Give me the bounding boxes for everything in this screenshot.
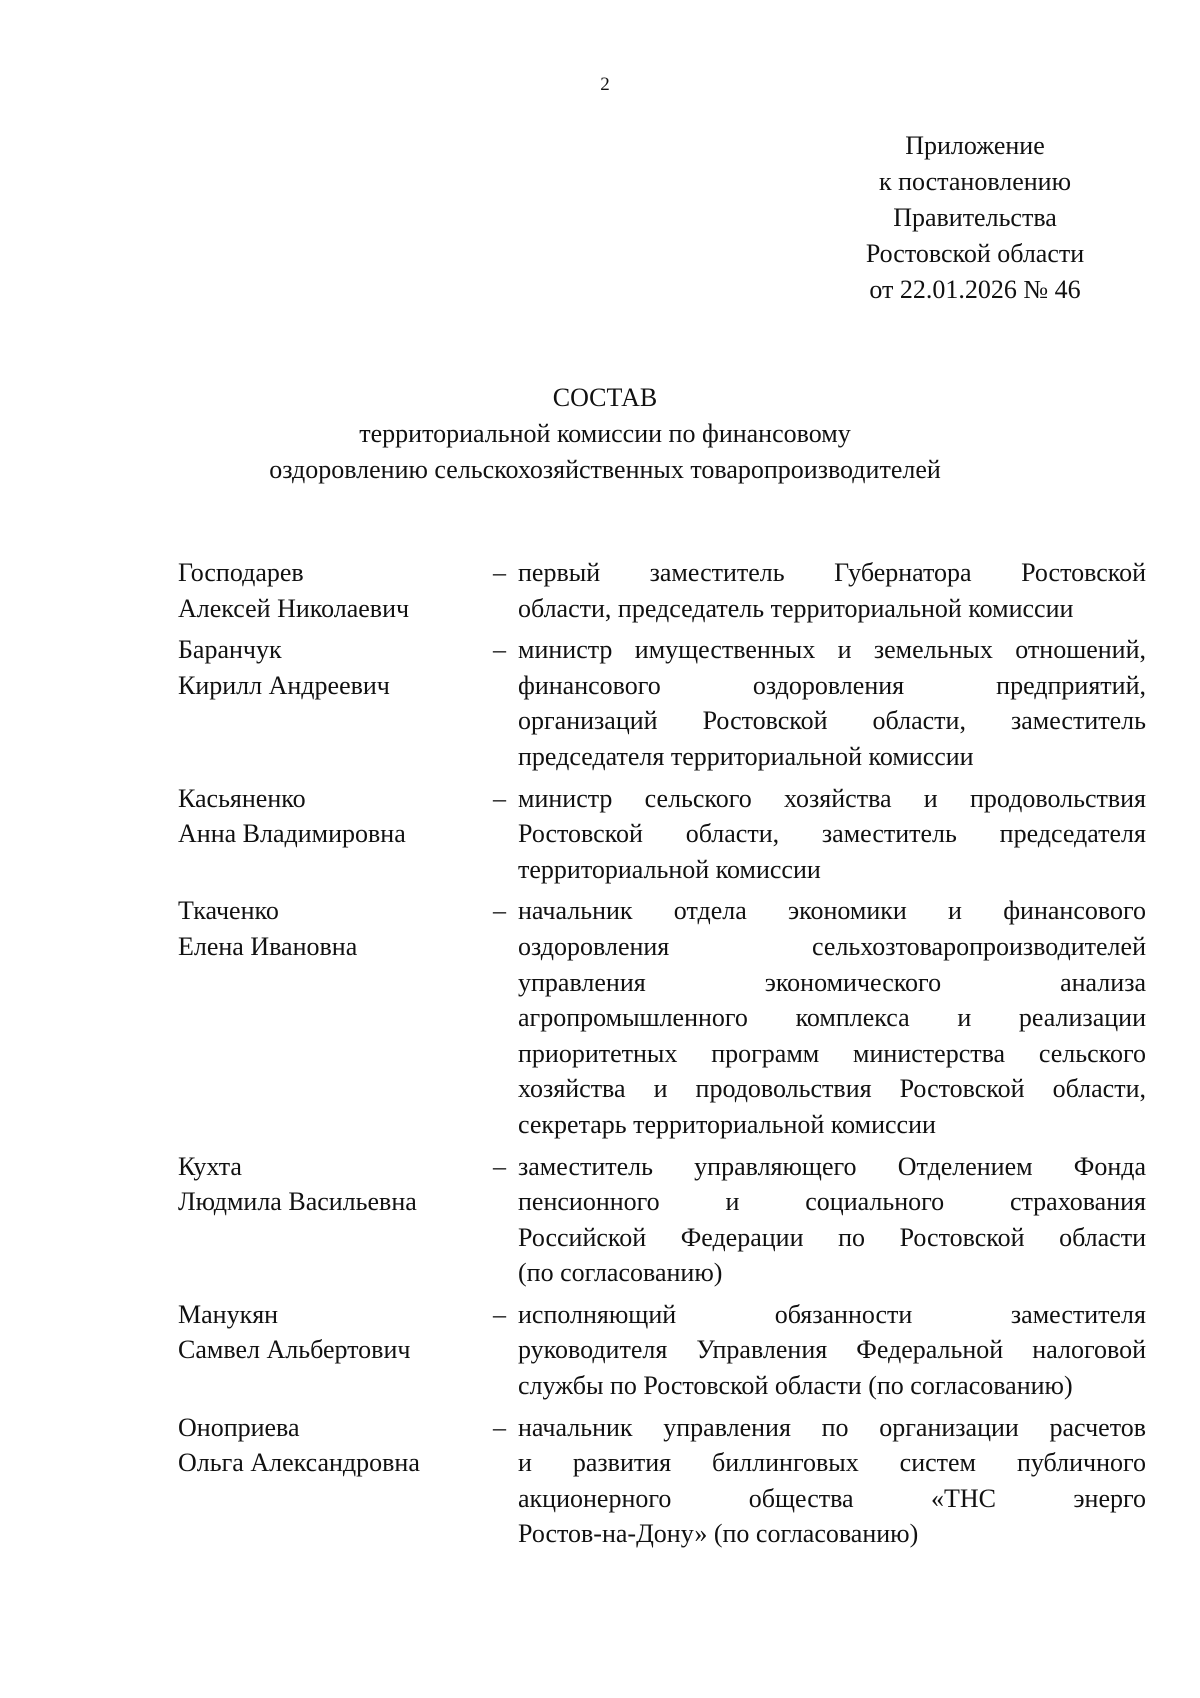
role-line: территориальной комиссии — [518, 854, 821, 884]
role-line: министр сельского хозяйства и продовольствия — [518, 783, 1146, 813]
role-line: службы по Ростовской области (по согласованию) — [518, 1371, 1073, 1401]
role-line: области, председатель территориальной комиссии — [518, 593, 1074, 623]
dash-separator: – — [493, 635, 506, 665]
appendix-line: Правительства — [893, 203, 1057, 232]
member-role — [518, 1149, 1146, 1291]
dash-separator: – — [493, 1151, 506, 1181]
role-line: Ростов-на-Дону» (по согласованию) — [518, 1519, 919, 1549]
document-heading — [0, 380, 1200, 488]
role-line: приоритетных программ министерства сельского — [518, 1038, 1146, 1068]
member-row — [178, 632, 1146, 774]
role-line: финансового оздоровления предприятий, — [518, 670, 1146, 700]
appendix-line: Приложение — [905, 131, 1045, 160]
member-surname: Кухта — [178, 1151, 242, 1181]
member-role — [518, 1297, 1146, 1404]
role-line: акционерного общества «ТНС энерго — [518, 1483, 1146, 1513]
role-line: исполняющий обязанности заместителя — [518, 1299, 1146, 1329]
role-line: хозяйства и продовольствия Ростовской области, — [518, 1074, 1146, 1104]
member-row — [178, 1410, 1146, 1552]
role-line: и развития биллинговых систем публичного — [518, 1448, 1146, 1478]
member-row — [178, 781, 1146, 888]
role-line: начальник отдела экономики и финансового — [518, 896, 1146, 926]
member-row — [178, 1297, 1146, 1404]
member-given-names: Самвел Альбертович — [178, 1335, 411, 1365]
member-role — [518, 893, 1146, 1142]
member-name — [178, 632, 493, 774]
role-line: министр имущественных и земельных отношений, — [518, 635, 1146, 665]
role-line: агропромышленного комплекса и реализации — [518, 1003, 1146, 1033]
member-surname: Ткаченко — [178, 896, 279, 926]
member-surname: Господарев — [178, 558, 304, 587]
members-list — [178, 555, 1146, 1558]
member-role — [518, 781, 1146, 888]
role-line: Ростовской области, заместитель председателя — [518, 819, 1146, 849]
role-line: управления экономического анализа — [518, 967, 1146, 997]
member-name — [178, 1297, 493, 1404]
member-row — [178, 555, 1146, 626]
member-given-names: Ольга Александровна — [178, 1448, 420, 1478]
member-surname: Баранчук — [178, 635, 282, 665]
member-row — [178, 1149, 1146, 1291]
member-surname: Манукян — [178, 1299, 279, 1329]
member-role — [518, 1410, 1146, 1552]
member-surname: Оноприева — [178, 1412, 300, 1442]
role-line: организаций Ростовской области, заместитель — [518, 706, 1146, 736]
appendix-line: от 22.01.2026 № 46 — [869, 275, 1081, 304]
role-line: заместитель управляющего Отделением Фонда — [518, 1151, 1146, 1181]
role-line: пенсионного и социального страхования — [518, 1187, 1146, 1217]
member-name — [178, 781, 493, 888]
role-line: Российской Федерации по Ростовской области — [518, 1222, 1146, 1252]
role-line: первый заместитель Губернатора Ростовской — [518, 558, 1146, 587]
role-line: оздоровления сельхозтоваропроизводителей — [518, 931, 1146, 961]
member-role — [518, 632, 1146, 774]
dash-separator: – — [493, 1412, 506, 1442]
member-role — [518, 555, 1146, 626]
member-given-names: Анна Владимировна — [178, 819, 406, 849]
role-line: начальник управления по организации расчетов — [518, 1412, 1146, 1442]
page-number: 2 — [600, 74, 610, 95]
heading-title: СОСТАВ — [552, 383, 658, 412]
member-given-names: Кирилл Андреевич — [178, 670, 390, 700]
member-name — [178, 555, 493, 626]
member-name — [178, 1410, 493, 1552]
member-given-names: Алексей Николаевич — [178, 593, 410, 623]
role-line: (по согласованию) — [518, 1258, 723, 1288]
role-line: секретарь территориальной комиссии — [518, 1109, 936, 1139]
heading-subtitle: территориальной комиссии по финансовому — [359, 419, 851, 448]
member-given-names: Людмила Васильевна — [178, 1187, 417, 1217]
role-line: руководителя Управления Федеральной налоговой — [518, 1335, 1146, 1365]
heading-subtitle: оздоровлению сельскохозяйственных товаропроизводителей — [269, 455, 941, 484]
dash-separator: – — [493, 1299, 506, 1329]
appendix-block — [840, 128, 1110, 308]
member-given-names: Елена Ивановна — [178, 931, 358, 961]
dash-separator: – — [493, 558, 506, 587]
appendix-line: к постановлению — [878, 167, 1072, 196]
appendix-line: Ростовской области — [865, 239, 1085, 268]
role-line: председателя территориальной комиссии — [518, 741, 974, 771]
dash-separator: – — [493, 783, 506, 813]
dash-separator: – — [493, 896, 506, 926]
member-name — [178, 1149, 493, 1291]
member-row — [178, 893, 1146, 1142]
member-surname: Касьяненко — [178, 783, 306, 813]
member-name — [178, 893, 493, 1142]
